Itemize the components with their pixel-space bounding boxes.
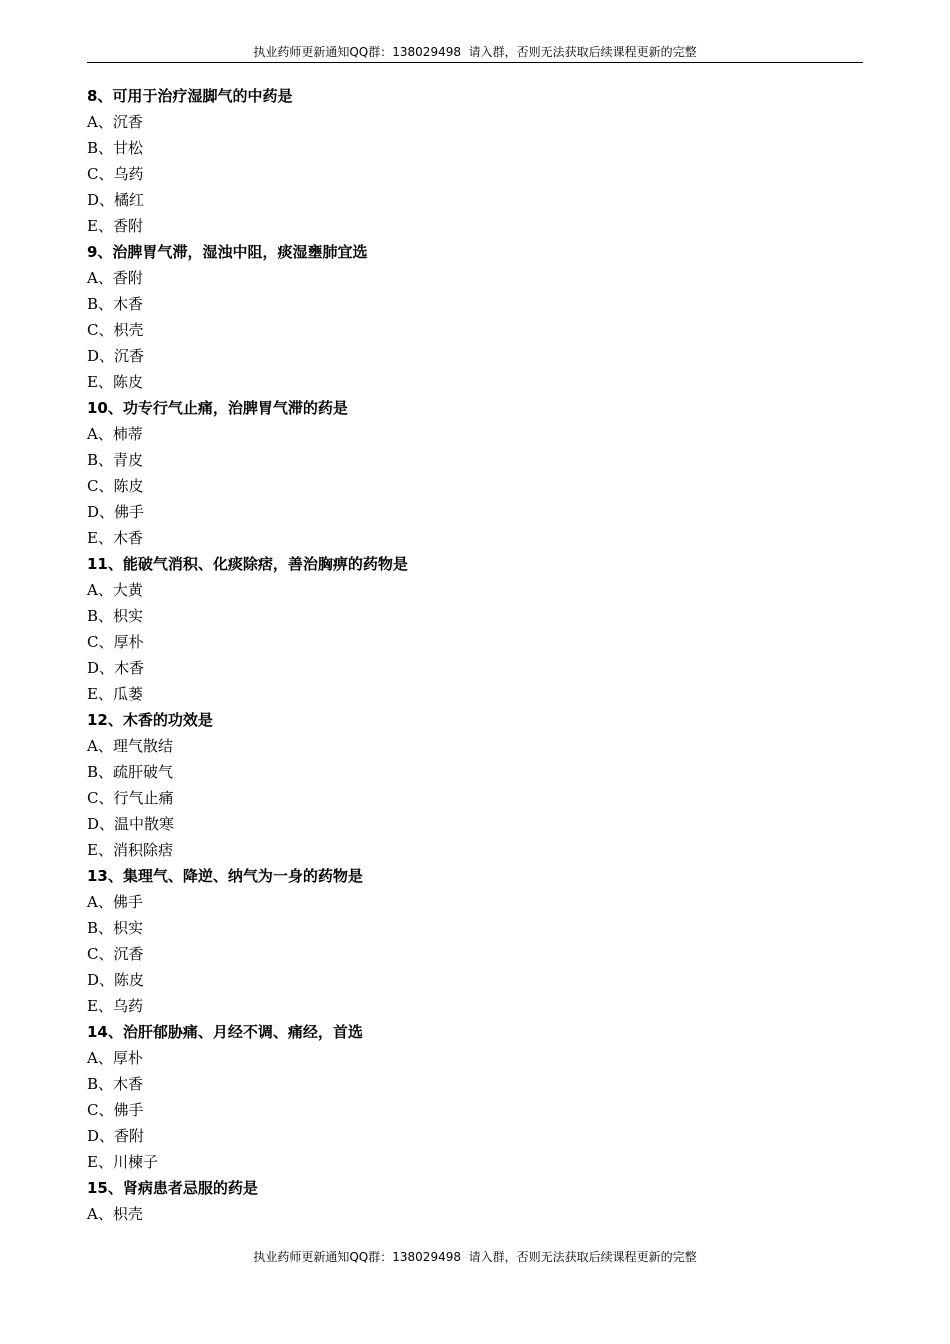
question-block <box>87 1175 863 1227</box>
option-b: B、木香 <box>87 1075 144 1093</box>
option-a: A、枳壳 <box>87 1205 143 1223</box>
footer-suffix: 请入群，否则无法获取后续课程更新的完整 <box>468 1250 697 1264</box>
option-a: A、大黄 <box>87 581 143 599</box>
option-c: C、行气止痛 <box>87 789 174 807</box>
option-e: E、陈皮 <box>87 373 143 391</box>
option-e: E、香附 <box>87 217 143 235</box>
question-title: 10、功专行气止痛，治脾胃气滞的药是 <box>87 399 348 417</box>
question-title: 9、治脾胃气滞，湿浊中阻，痰湿壅肺宜选 <box>87 243 368 261</box>
option-c: C、厚朴 <box>87 633 144 651</box>
option-a: A、柿蒂 <box>87 425 143 443</box>
option-a: A、沉香 <box>87 113 143 131</box>
option-c: C、沉香 <box>87 945 144 963</box>
page-header <box>87 44 863 63</box>
header-number: 138029498 <box>392 45 461 59</box>
question-title: 11、能破气消积、化痰除痞，善治胸痹的药物是 <box>87 555 408 573</box>
option-b: B、木香 <box>87 295 144 313</box>
option-d: D、佛手 <box>87 503 145 521</box>
option-c: C、佛手 <box>87 1101 144 1119</box>
option-d: D、温中散寒 <box>87 815 175 833</box>
option-e: E、川楝子 <box>87 1153 158 1171</box>
footer-prefix: 执业药师更新通知 <box>253 1250 350 1264</box>
option-b: B、甘松 <box>87 139 144 157</box>
option-d: D、橘红 <box>87 191 145 209</box>
header-suffix: 请入群，否则无法获取后续课程更新的完整 <box>468 45 697 59</box>
question-block <box>87 863 863 1019</box>
option-a: A、厚朴 <box>87 1049 143 1067</box>
option-d: D、沉香 <box>87 347 145 365</box>
footer-qq: QQ <box>349 1250 369 1264</box>
question-title: 14、治肝郁胁痛、月经不调、痛经，首选 <box>87 1023 363 1041</box>
question-block <box>87 239 863 395</box>
footer-group-label: 群： <box>368 1250 393 1264</box>
question-block <box>87 83 863 239</box>
option-a: A、佛手 <box>87 893 143 911</box>
header-qq: QQ <box>349 45 369 59</box>
question-title: 15、肾病患者忌服的药是 <box>87 1179 258 1197</box>
option-e: E、乌药 <box>87 997 143 1015</box>
option-b: B、疏肝破气 <box>87 763 174 781</box>
option-b: B、枳实 <box>87 919 144 937</box>
option-d: D、木香 <box>87 659 145 677</box>
question-block <box>87 707 863 863</box>
question-block <box>87 551 863 707</box>
option-c: C、枳壳 <box>87 321 144 339</box>
option-a: A、理气散结 <box>87 737 173 755</box>
question-title: 8、可用于治疗湿脚气的中药是 <box>87 87 293 105</box>
option-e: E、消积除痞 <box>87 841 173 859</box>
page-footer <box>87 1249 863 1265</box>
option-d: D、香附 <box>87 1127 145 1145</box>
option-c: C、乌药 <box>87 165 144 183</box>
question-block <box>87 1019 863 1175</box>
question-list <box>87 83 863 1227</box>
header-prefix: 执业药师更新通知 <box>253 45 350 59</box>
option-e: E、木香 <box>87 529 143 547</box>
option-d: D、陈皮 <box>87 971 145 989</box>
question-block <box>87 395 863 551</box>
question-title: 12、木香的功效是 <box>87 711 213 729</box>
option-b: B、枳实 <box>87 607 144 625</box>
option-e: E、瓜蒌 <box>87 685 143 703</box>
option-a: A、香附 <box>87 269 143 287</box>
question-title: 13、集理气、降逆、纳气为一身的药物是 <box>87 867 363 885</box>
footer-number: 138029498 <box>392 1250 461 1264</box>
option-c: C、陈皮 <box>87 477 144 495</box>
option-b: B、青皮 <box>87 451 144 469</box>
header-group-label: 群： <box>368 45 393 59</box>
